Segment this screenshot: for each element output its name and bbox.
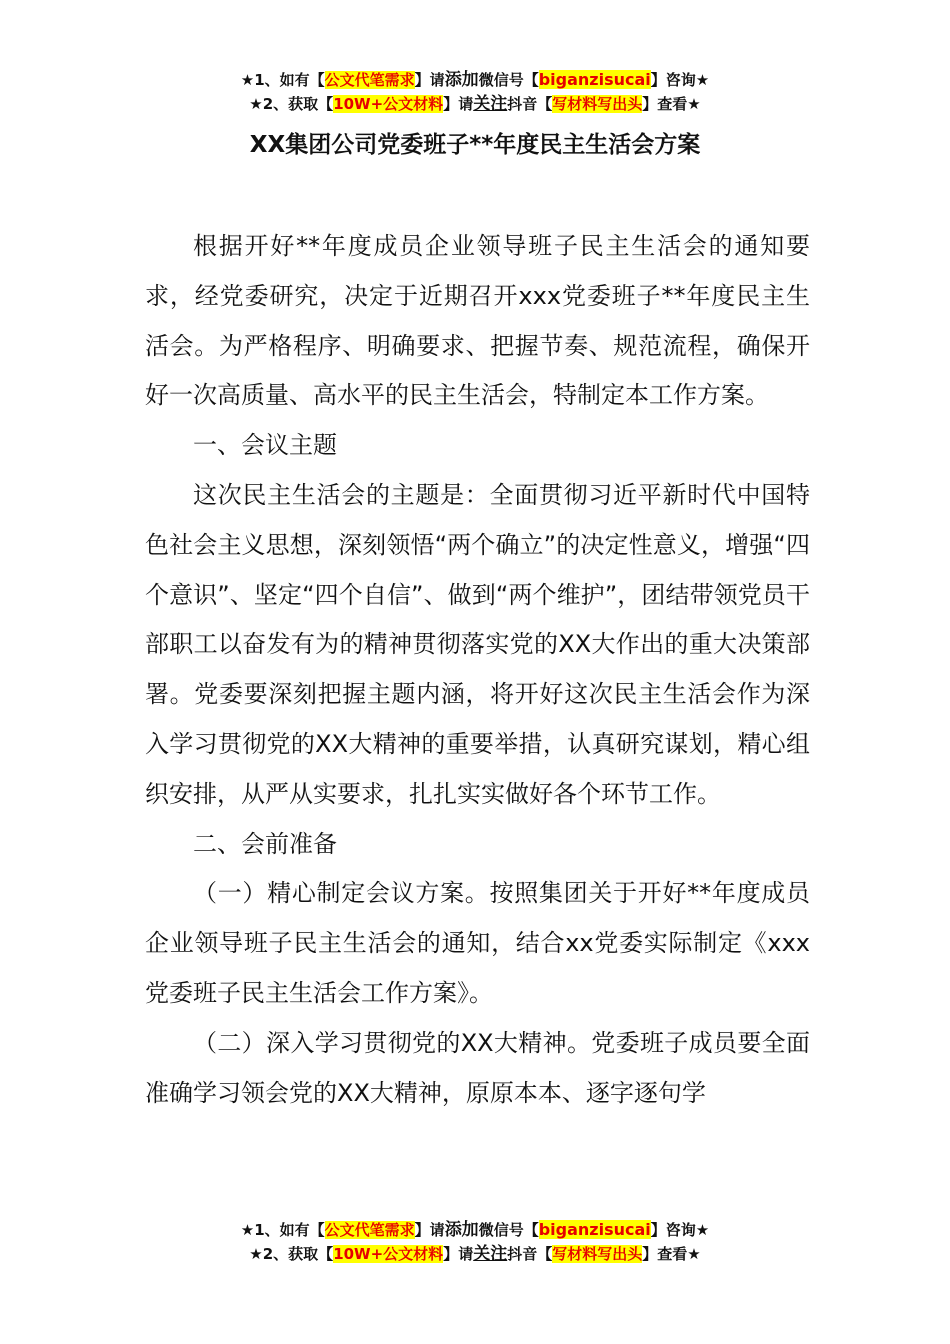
promo-highlight-douyin-account: 写材料写出头 [552,1245,643,1263]
document-body [145,222,810,1118]
intro-paragraph: 根据开好**年度成员企业领导班子民主生活会的通知要求，经党委研究，决定于近期召开xxx党委班子**年度民主生活会。为严格程序、明确要求、把握节奏、规范流程，确保开好一次高质量、高水平的民主生活会，特制定本工作方案。 [145,232,810,410]
header-promo-banner [0,68,950,116]
promo-highlight-wechat-id: biganzisucai [538,1220,651,1239]
section-heading-meeting-theme: 一、会议主题 [193,431,337,460]
footer-promo-banner [0,1218,950,1266]
promo-line-1: ★1、如有【公文代笔需求】请添加微信号【biganzisucai】咨询★ [240,70,710,90]
promo-line-2: ★2、获取【10W+公文材料】请关注抖音【写材料写出头】查看★ [249,1244,701,1264]
promo-line-1: ★1、如有【公文代笔需求】请添加微信号【biganzisucai】咨询★ [240,1220,710,1240]
promo-highlight-douyin-account: 写材料写出头 [552,95,643,113]
promo-highlight-materials: 10W+公文材料 [333,1245,444,1263]
document-title: XX集团公司党委班子**年度民主生活会方案 [249,132,701,158]
preparation-item-1: （一）精心制定会议方案。按照集团关于开好**年度成员企业领导班子民主生活会的通知，结合xx党委实际制定《xxx党委班子民主生活会工作方案》。 [145,879,810,1007]
section-heading-preparation: 二、会前准备 [193,829,337,858]
promo-highlight-writing-service: 公文代笔需求 [324,71,415,89]
theme-paragraph: 这次民主生活会的主题是：全面贯彻习近平新时代中国特色社会主义思想，深刻领悟“两个确立”的决定性意义，增强“四个意识”、坚定“四个自信”、做到“两个维护”，团结带领党员干部职工以奋发有为的精神贯彻落实党的XX大作出的重大决策部署。党委要深刻把握主题内涵，将开好这次民主生活会作为深入学习贯彻党的XX大精神的重要举措，认真研究谋划，精心组织安排，从严从实要求，扎扎实实做好各个环节工作。 [145,480,810,808]
promo-highlight-wechat-id: biganzisucai [538,70,651,89]
promo-line-2: ★2、获取【10W+公文材料】请关注抖音【写材料写出头】查看★ [249,94,701,114]
preparation-item-2: （二）深入学习贯彻党的XX大精神。党委班子成员要全面准确学习领会党的XX大精神，原原本本、逐字逐句学 [145,1028,810,1107]
promo-highlight-writing-service: 公文代笔需求 [324,1221,415,1239]
promo-highlight-materials: 10W+公文材料 [333,95,444,113]
